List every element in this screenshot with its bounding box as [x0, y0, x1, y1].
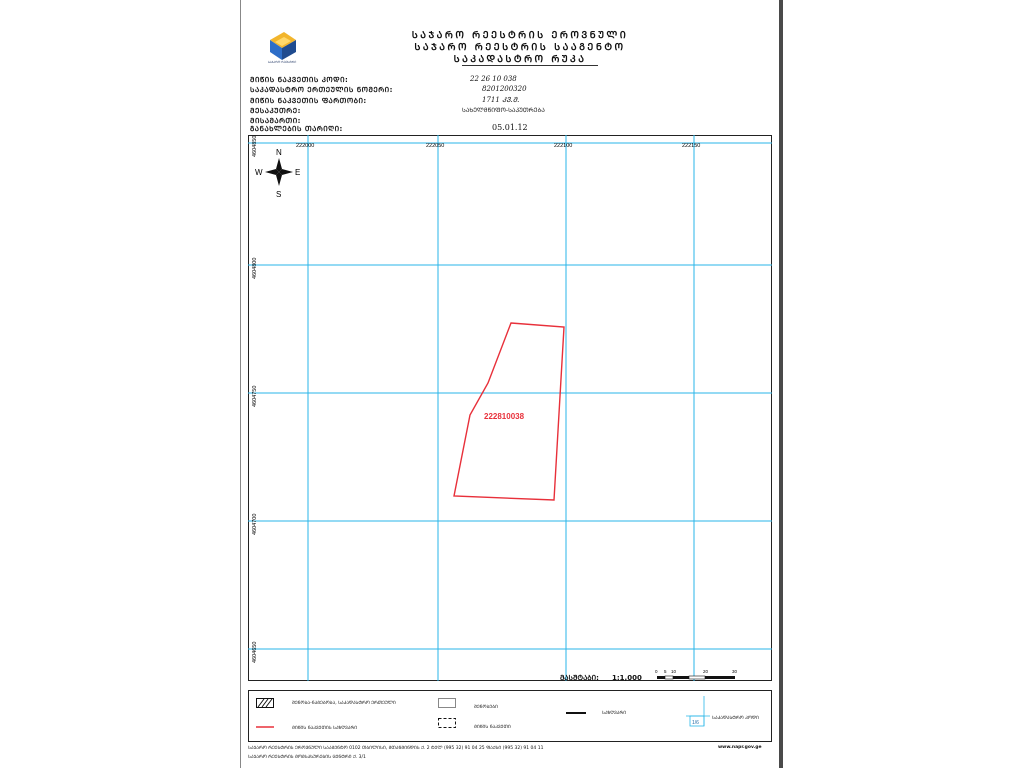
grid-lines [248, 135, 772, 681]
header-divider [462, 65, 598, 66]
page-shadow [779, 0, 783, 768]
legend-item-3: ᲨᲔᲜᲝᲑᲔᲑᲘ [474, 705, 498, 710]
red-line-icon [256, 724, 274, 730]
scale-sign-icon [686, 696, 710, 732]
header-title-line1: ᲡᲐᲯᲐᲠᲝ ᲠᲔᲔᲡᲢᲠᲘᲡ ᲔᲠᲝᲕᲜᲣᲚᲘ [411, 30, 629, 41]
northing-label: 4604750 [252, 385, 258, 407]
info-value-zone-code: 22 26 10 038 [470, 75, 517, 83]
hatched-box-icon [256, 698, 274, 708]
scale-tick-3: 20 [703, 669, 709, 674]
svg-text:1/6: 1/6 [692, 720, 699, 726]
northing-label: 4604850 [252, 135, 258, 157]
legend-item-1: ᲨᲔᲜᲝᲑᲐ-ᲜᲐᲒᲔᲑᲝᲑᲐ, ᲡᲐᲙᲐᲓᲐᲡᲢᲠᲝ ᲔᲠᲗᲔᲣᲚᲘ [292, 701, 396, 706]
easting-label: 222000 [296, 143, 315, 149]
compass-n: N [276, 148, 282, 157]
compass-rose-icon [255, 148, 300, 199]
dotted-box-icon [438, 698, 456, 708]
legend-item-5: ᲡᲐᲖᲦᲕᲐᲠᲘ [602, 711, 627, 716]
footer-website-link[interactable]: www.napr.gov.ge [718, 745, 762, 750]
info-value-cadastral-number: 8201200320 [482, 85, 527, 93]
info-label-zone-code: ᲛᲘᲬᲘᲡ ᲜᲐᲙᲕᲔᲗᲘᲡ ᲙᲝᲓᲘ: [250, 76, 349, 84]
easting-label: 222050 [426, 143, 445, 149]
legend-item-4: ᲛᲘᲬᲘᲡ ᲜᲐᲙᲕᲔᲗᲘ [474, 725, 511, 730]
header-title-line2: ᲡᲐᲯᲐᲠᲝ ᲠᲔᲔᲡᲢᲠᲘᲡ ᲡᲐᲐᲒᲔᲜᲢᲝ [414, 42, 626, 53]
scale-ratio: 1:1,000 [612, 674, 642, 682]
compass-e: E [295, 168, 301, 177]
info-value-area: 1711 ᲙᲕ.Მ. [482, 96, 520, 104]
grid-labels [252, 136, 700, 663]
scale-tick-4: 30 [732, 669, 738, 674]
scale-label: ᲛᲐᲡᲨᲢᲐᲑᲘ: [560, 674, 599, 682]
compass-s: S [276, 190, 282, 199]
scale-bar [655, 668, 745, 684]
dashed-box-icon [438, 718, 456, 728]
legend-item-2: ᲛᲘᲬᲘᲡ ᲜᲐᲙᲕᲔᲗᲘᲡ ᲡᲐᲖᲦᲕᲐᲠᲘ [292, 726, 358, 731]
info-label-address: ᲛᲘᲡᲐᲛᲐᲠᲗᲘ: [250, 117, 301, 125]
compass-w: W [255, 168, 263, 177]
header-title-line3: ᲡᲐᲙᲐᲓᲐᲡᲢᲠᲝ ᲠᲣᲙᲐ [453, 54, 587, 65]
easting-label: 222100 [554, 143, 573, 149]
scale-tick-2: 10 [671, 669, 677, 674]
black-line-icon [566, 711, 586, 715]
scale-tick-1: 5 [664, 669, 667, 674]
northing-label: 4604700 [252, 513, 258, 535]
logo-caption: ᲡᲐᲯᲐᲠᲝ ᲠᲔᲔᲡᲢᲠᲘ [267, 60, 297, 64]
cadastral-map [248, 135, 772, 681]
footer-address-line: ᲡᲐᲯᲐᲠᲝ ᲠᲔᲔᲡᲢᲠᲘᲡ ᲔᲠᲝᲕᲜᲣᲚᲘ ᲡᲐᲐᲒᲔᲜᲢᲝ 0102 ᲗᲑᲘᲚᲘᲡᲘ, ᲛᲗᲐᲬᲛᲘᲜᲓᲘᲡ Ქ. 2 ᲢᲔᲚ (995 32) 91 04 25 ᲤᲐᲥᲡᲘ (995 32) 91 04 11 [248, 746, 544, 751]
info-label-cadastral-number: ᲡᲐᲙᲐᲓᲐᲡᲢᲠᲝ ᲔᲠᲗᲔᲣᲚᲘᲡ ᲜᲝᲛᲔᲠᲘ: [250, 86, 393, 94]
info-value-date: 05.01.12 [492, 123, 528, 132]
legend-item-6: ᲡᲐᲙᲐᲓᲐᲡᲢᲠᲝ ᲙᲝᲓᲘ [712, 716, 759, 721]
info-label-date: ᲒᲐᲜᲐᲮᲚᲔᲑᲘᲡ ᲗᲐᲠᲘᲦᲘ: [250, 125, 343, 133]
easting-label: 222150 [682, 143, 701, 149]
footer-service-line: ᲡᲐᲯᲐᲠᲝ ᲠᲔᲔᲡᲢᲠᲘᲡ ᲛᲝᲛᲡᲐᲮᲣᲠᲔᲑᲘᲡ ᲪᲔᲜᲢᲠᲘ Ქ. 3/1 [248, 755, 366, 760]
scale-tick-0: 0 [655, 669, 658, 674]
info-value-purpose: ᲡᲐᲮᲔᲚᲛᲬᲘᲤᲝ-ᲡᲐᲙᲣᲗᲠᲔᲑᲐ [462, 107, 545, 114]
northing-label: 4604800 [252, 257, 258, 279]
northing-label: 4604650 [252, 641, 258, 663]
info-label-purpose: ᲛᲔᲡᲐᲙᲣᲗᲠᲔ: [250, 107, 301, 115]
parcel-id-label: 222810038 [484, 412, 525, 421]
info-label-area: ᲛᲘᲬᲘᲡ ᲜᲐᲙᲕᲔᲗᲘᲡ ᲤᲐᲠᲗᲝᲑᲘ: [250, 97, 367, 105]
